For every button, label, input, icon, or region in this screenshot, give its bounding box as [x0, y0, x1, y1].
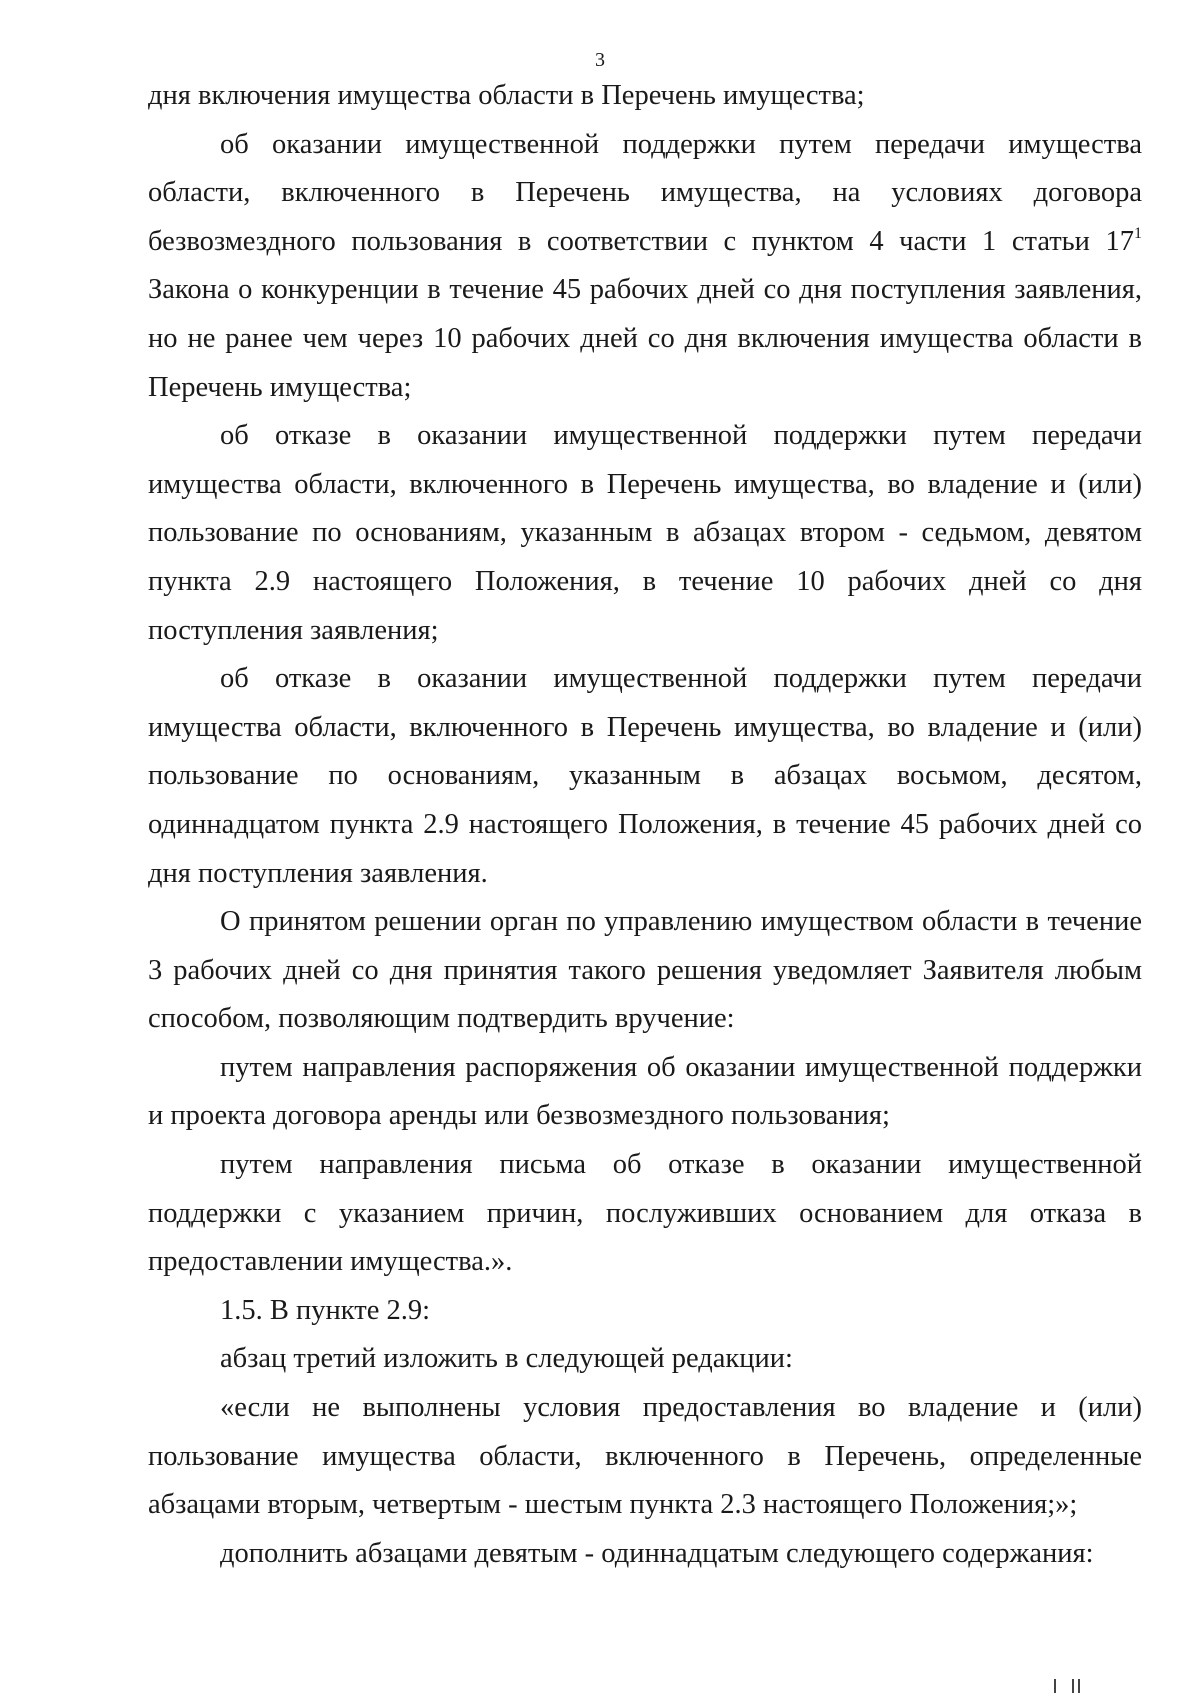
paragraph-3: об отказе в оказании имущественной поддержки путем передачи имущества области, включенного в Перечень имущества, во владение и (или) пользование по основаниям, указанным в абзацах втором - седьмом, девятом пункта 2.9 настоящего Положения, в течение 10 рабочих дней со дня поступления заявления; — [148, 420, 1142, 646]
paragraph-9: абзац третий изложить в следующей редакции: — [220, 1343, 793, 1375]
document-body — [148, 72, 1142, 1578]
paragraph-10: «если не выполнены условия предоставления во владение и (или) пользование имущества области, включенного в Перечень, определенные абзацами вторым, четвертым - шестым пункта 2.3 настоящего Положения;»; — [148, 1392, 1142, 1521]
paragraph-7: путем направления письма об отказе в оказании имущественной поддержки с указанием причин, послуживших основанием для отказа в предоставлении имущества.». — [148, 1149, 1142, 1278]
page-number: 3 — [595, 49, 605, 71]
paragraph-4: об отказе в оказании имущественной поддержки путем передачи имущества области, включенного в Перечень имущества, во владение и (или) пользование по основаниям, указанным в абзацах восьмом, десятом, одиннадцатом пункта 2.9 настоящего Положения, в течение 45 рабочих дней со дня поступления заявления. — [148, 663, 1142, 889]
paragraph-2 — [148, 121, 1142, 413]
paragraph-11: дополнить абзацами девятым - одиннадцатым следующего содержания: — [220, 1537, 1094, 1569]
paragraph-2-text: об оказании имущественной поддержки путем передачи имущества области, включенного в Перечень имущества, на условиях договора безвозмездного пользования в соответствии с пунктом 4 части 1 статьи 17 — [148, 128, 1142, 257]
superscript-1: 1 — [1134, 224, 1142, 242]
paragraph-8: 1.5. В пункте 2.9: — [220, 1294, 431, 1326]
paragraph-1: дня включения имущества области в Перечень имущества; — [148, 80, 865, 111]
paragraph-6: путем направления распоряжения об оказании имущественной поддержки и проекта договора аренды или безвозмездного пользования; — [148, 1051, 1142, 1132]
scan-marks — [1050, 1673, 1090, 1693]
paragraph-5: О принятом решении орган по управлению имуществом области в течение 3 рабочих дней со дня принятия такого решения уведомляет Заявителя любым способом, позволяющим подтвердить вручение: — [148, 906, 1142, 1035]
paragraph-2-continuation: Закона о конкуренции в течение 45 рабочих дней со дня поступления заявления, но не ранее чем через 10 рабочих дней со дня включения имущества области в Перечень имущества; — [148, 274, 1142, 403]
